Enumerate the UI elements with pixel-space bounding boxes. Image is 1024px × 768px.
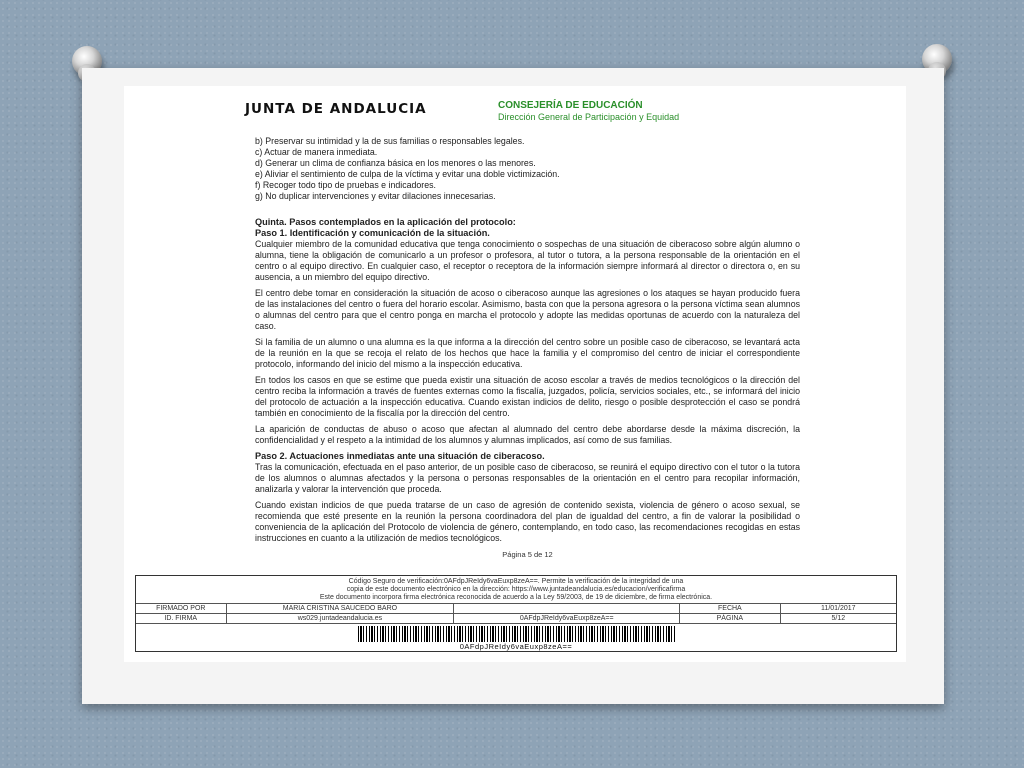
list-item: b) Preservar su intimidad y la de sus familias o responsables legales. (255, 136, 525, 146)
barcode-icon (358, 626, 676, 642)
document-header (245, 101, 845, 131)
list-item: g) No duplicar intervenciones y evitar dilaciones innecesarias. (255, 191, 496, 201)
barcode-text: 0AFdpJReIdy6vaEuxp8zeA== (459, 642, 573, 651)
verification-text (136, 576, 896, 604)
verification-line: Este documento incorpora firma electrónica reconocida de acuerdo a la Ley 59/2003, de 19 de diciembre, de firma electrónica. (319, 594, 713, 601)
page-value: 5/12 (831, 615, 846, 622)
signed-by-label: FIRMADO POR (136, 604, 227, 613)
id-row (136, 614, 896, 624)
paper-frame (82, 68, 944, 704)
paragraph: La aparición de conductas de abuso o acoso que afectan al alumnado del centro debe abordarse desde la máxima discreción, la confidencialidad y el respeto a la intimidad de los alumnos y alumnas implicados, así como de sus familias. (255, 424, 800, 445)
signature-date: 11/01/2017 (821, 605, 856, 612)
signature-box (135, 575, 897, 652)
organization-name: JUNTA DE ANDALUCIA (245, 101, 427, 117)
list-item: c) Actuar de manera inmediata. (255, 147, 378, 157)
list-item: d) Generar un clima de confianza básica en los menores o las menores. (255, 158, 536, 168)
paragraph: El centro debe tomar en consideración la situación de acoso o ciberacoso aunque las agresiones o los ataques se hayan producido fuera de las instalaciones del centro o fuera del horario escolar. Asimismo, basta con que la persona agresora o la persona víctima sean alumnos o alumnas del centro para que el centro ponga en marcha el protocolo y adopte las medidas oportunas de acuerdo con la naturaleza del caso. (255, 288, 800, 331)
verification-code: 0AFdpJReIdy6vaEuxp8zeA== (454, 614, 680, 623)
department-name: CONSEJERÍA DE EDUCACIÓN (498, 100, 643, 111)
verification-line: Código Seguro de verificación:0AFdpJReIdy6vaEuxp8zeA==. Permite la verificación de la integridad de una (348, 578, 684, 585)
step2-title: Paso 2. Actuaciones inmediatas ante una situación de ciberacoso. (255, 451, 545, 461)
page-label: PÁGINA (680, 614, 780, 623)
list-item: f) Recoger todo tipo de pruebas e indicadores. (255, 180, 436, 190)
document-page (124, 86, 906, 662)
id-label: ID. FIRMA (136, 614, 227, 623)
objectives-list (255, 136, 800, 202)
paragraph: Si la familia de un alumno o una alumna es la que informa a la dirección del centro sobre un posible caso de ciberacoso, se levantará acta de la reunión en la que se recoja el relato de los hechos que hace la familia y el compromiso del centro de iniciar el correspondiente protocolo, informando del inicio del mismo a la inspección educativa. (255, 337, 800, 369)
barcode-area (136, 624, 896, 651)
paragraph: Tras la comunicación, efectuada en el paso anterior, de un posible caso de ciberacoso, se reunirá el equipo directivo con el tutor o la tutora de los alumnos o alumnas afectados y la persona o personas responsables de la orientación en el centro para recopilar información, analizarla y valorar la intervención que proceda. (255, 462, 800, 494)
date-label: FECHA (680, 604, 780, 613)
directorate-name: Dirección General de Participación y Equidad (498, 112, 680, 122)
paragraph: Cualquier miembro de la comunidad educativa que tenga conocimiento o sospechas de una situación de ciberacoso sobre algún alumno o alumna, tiene la obligación de comunicarlo a un profesor o profesora, al tutor o tutora, a la persona responsable de la orientación en el centro o al equipo directivo. En cualquier caso, el receptor o receptora de la información siempre informará al director o directora o, en su ausencia, a un miembro del equipo directivo. (255, 239, 800, 282)
step1-title: Paso 1. Identificación y comunicación de la situación. (255, 228, 490, 238)
empty-cell (454, 604, 680, 613)
verification-line: copia de este documento electrónico en la dirección: https://www.juntadeandalucia.es/educacion/verificafirma (346, 586, 686, 593)
paragraph: Cuando existan indicios de que pueda tratarse de un caso de agresión de contenido sexista, violencia de género o acoso sexual, se recomienda que esté presente en la reunión la persona coordinadora del plan de igualdad del centro, a fin de valorar la posibilidad o conveniencia de la aplicación del Protocolo de violencia de género, contemplando, en todo caso, las recomendaciones recogidas en estas instrucciones en cuanto a la utilización de medios tecnológicos. (255, 500, 800, 543)
page-number: Página 5 de 12 (502, 550, 553, 559)
signer-name: MARIA CRISTINA SAUCEDO BARO (227, 604, 455, 613)
document-body (255, 136, 800, 560)
id-value: ws029.juntadeandalucia.es (227, 614, 455, 623)
section-title: Quinta. Pasos contemplados en la aplicación del protocolo: (255, 217, 516, 227)
paragraph: En todos los casos en que se estime que pueda existir una situación de acoso escolar a través de medios tecnológicos o la dirección del centro reciba la información a través de fuentes externas como la fiscalía, juzgados, policía, servicios sociales, etc., se informará del inicio del protocolo de actuación a la inspección educativa. Cuando existan indicios de delito, riesgo o posible desprotección el caso se pondrá también en conocimiento de la fiscalía por la dirección del centro. (255, 375, 800, 418)
list-item: e) Aliviar el sentimiento de culpa de la víctima y evitar una doble victimización. (255, 169, 560, 179)
signer-row (136, 604, 896, 614)
